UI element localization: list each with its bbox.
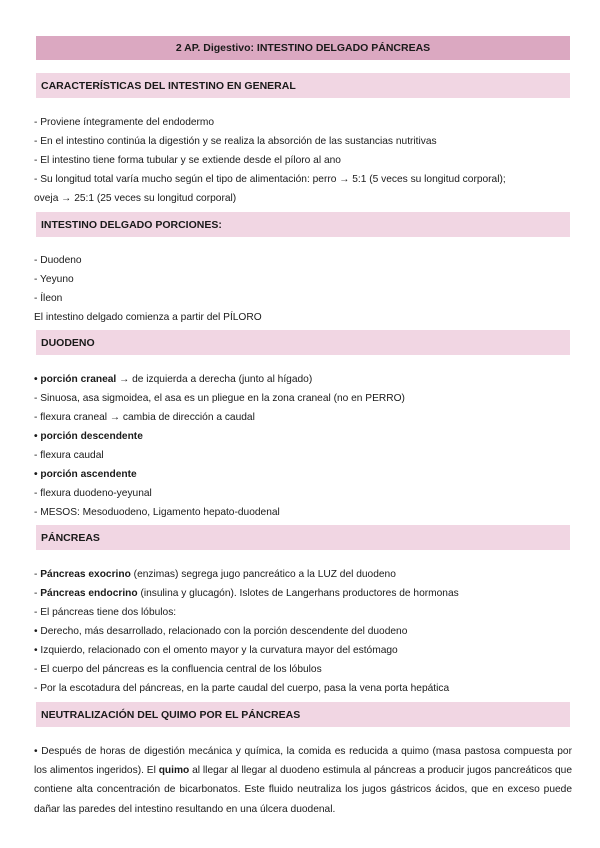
heading-text: INTESTINO DELGADO PORCIONES:: [41, 218, 222, 231]
list-item: - Duodeno: [34, 255, 82, 266]
list-item: [34, 587, 574, 601]
list-item: - flexura duodeno-yeyunal: [34, 488, 152, 499]
item-text: → de izquierda a derecha (junto al hígado): [116, 374, 313, 385]
list-item: - Su longitud total varía mucho según el tipo de alimentación: perro → 5:1 (5 veces su longitud corporal);: [34, 174, 506, 185]
page-title-text: 2 AP. Digestivo: INTESTINO DELGADO PÁNCREAS: [175, 42, 431, 54]
list-item: - El cuerpo del páncreas es la confluencia central de los lóbulos: [34, 664, 322, 675]
bold-term: quimo: [158, 765, 190, 777]
list-item: - Yeyuno: [34, 274, 74, 285]
section-heading-duodeno: [36, 330, 570, 355]
list-item: - El intestino tiene forma tubular y se extiende desde el píloro al ano: [34, 155, 341, 166]
heading-text: DUODENO: [41, 336, 95, 349]
item-prefix: -: [34, 588, 41, 599]
list-item: - En el intestino continúa la digestión y se realiza la absorción de las sustancias nutritivas: [34, 136, 437, 147]
list-item: [34, 430, 574, 444]
list-item: - Íleon: [34, 293, 63, 304]
section-heading-porciones: [36, 212, 570, 237]
list-item: oveja → 25:1 (25 veces su longitud corporal): [34, 193, 237, 204]
item-text: (insulina y glucagón). Islotes de Langerhans productores de hormonas: [137, 588, 459, 599]
list-item: - Sinuosa, asa sigmoidea, el asa es un pliegue en la zona craneal (no en PERRO): [34, 393, 405, 404]
list-item: - Por la escotadura del páncreas, en la parte caudal del cuerpo, pasa la vena porta hepática: [34, 683, 450, 694]
list-item: - flexura craneal → cambia de dirección a caudal: [34, 412, 255, 423]
list-item: - MESOS: Mesoduodeno, Ligamento hepato-duodenal: [34, 507, 280, 518]
list-item: - El páncreas tiene dos lóbulos:: [34, 607, 177, 618]
section-heading-caracteristicas: [36, 73, 570, 98]
bold-term: • porción craneal: [34, 374, 117, 385]
bold-term: Páncreas endocrino: [40, 588, 138, 599]
bold-term: • porción descendente: [34, 431, 143, 442]
section-heading-neutralizacion: [36, 702, 570, 727]
list-item: [34, 568, 574, 582]
list-item: - Proviene íntegramente del endodermo: [34, 117, 215, 128]
section-heading-pancreas: [36, 525, 570, 550]
bold-term: Páncreas exocrino: [40, 569, 131, 580]
list-item: • Izquierdo, relacionado con el omento mayor y la curvatura mayor del estómago: [34, 645, 398, 656]
list-item: - flexura caudal: [34, 450, 104, 461]
paragraph-text: • Después de horas de digestión mecánica y química, la comida es reducida a quimo (masa pastosa compuesta por los alimentos ingeridos). El: [34, 746, 572, 777]
list-item: El intestino delgado comienza a partir del PÍLORO: [34, 312, 262, 323]
heading-text: PÁNCREAS: [41, 531, 100, 544]
paragraph-text: al llegar al llegar al duodeno estimula al páncreas a producir jugos pancreáticos que contiene alta concentración de bicarbonatos. Este fluido neutraliza los jugos gástricos ácidos, que en exceso puede dañar las paredes del intestino resultando en una úlcera duodenal.: [34, 765, 572, 815]
list-item: [34, 373, 574, 387]
heading-text: CARACTERÍSTICAS DEL INTESTINO EN GENERAL: [41, 79, 296, 92]
bold-term: • porción ascendente: [34, 469, 137, 480]
list-item: [34, 468, 574, 482]
item-prefix: -: [34, 569, 41, 580]
heading-text: NEUTRALIZACIÓN DEL QUIMO POR EL PÁNCREAS: [41, 708, 301, 721]
item-text: (enzimas) segrega jugo pancreático a la LUZ del duodeno: [130, 569, 396, 580]
paragraph: [34, 742, 572, 819]
page-title: [36, 36, 570, 60]
list-item: • Derecho, más desarrollado, relacionado con la porción descendente del duodeno: [34, 626, 408, 637]
